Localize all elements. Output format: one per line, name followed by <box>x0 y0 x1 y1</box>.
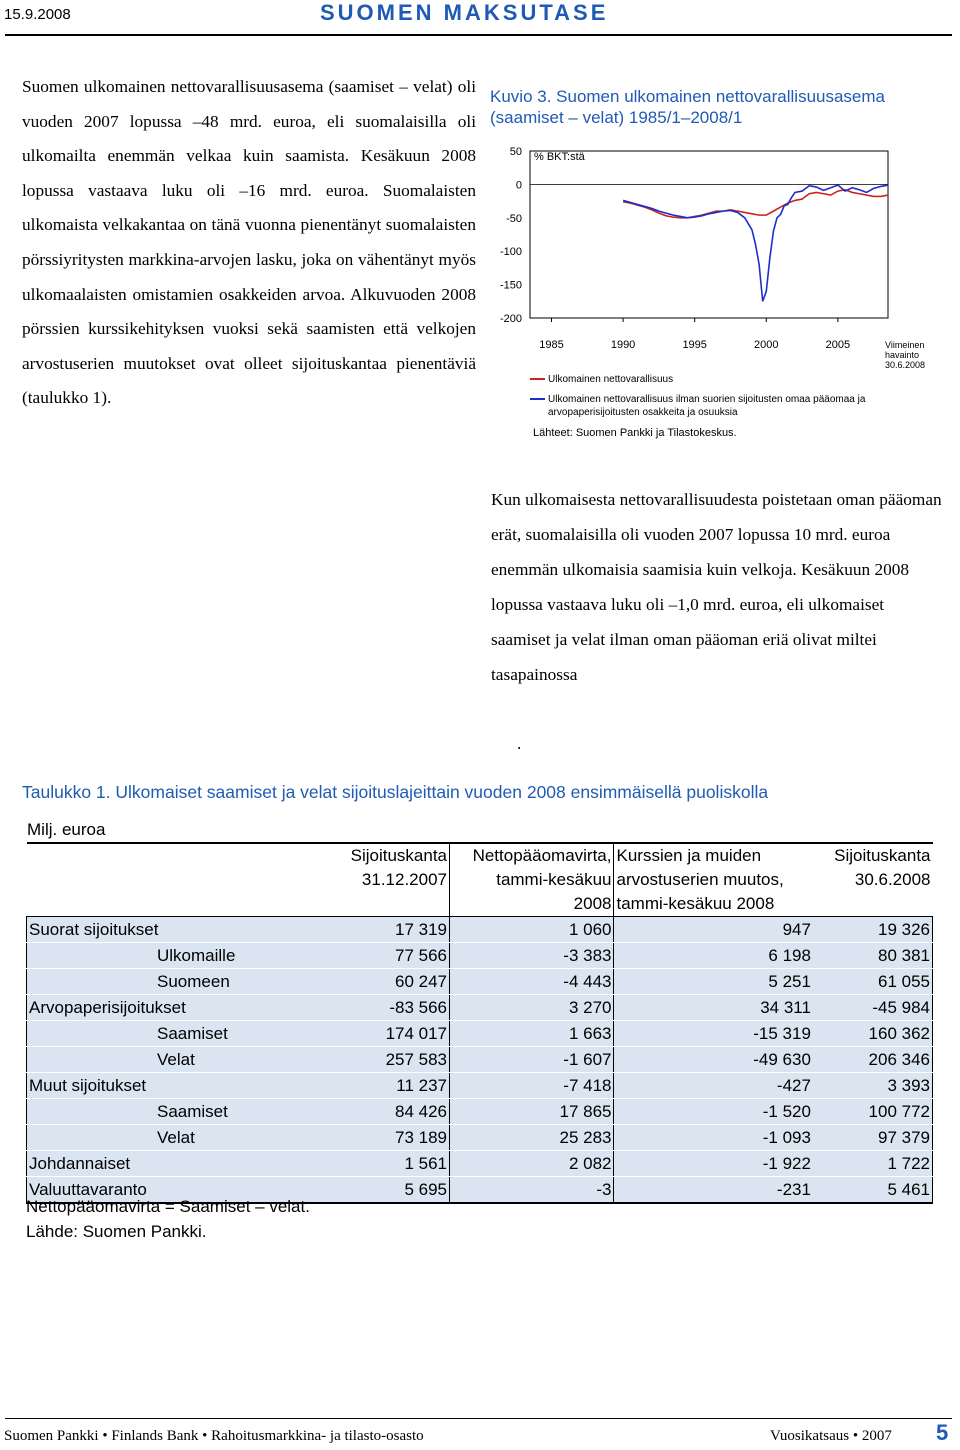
cell-col2: -7 418 <box>450 1073 614 1099</box>
cell-col1: 174 017 <box>342 1021 450 1047</box>
left-paragraph: Suomen ulkomainen nettovarallisuusasema (saamiset – velat) oli vuoden 2007 lopussa –48 mrd. euroa, eli suomalaisilla oli ulkomailta enemmän velkaa kuin saamista. Kesäkuun 2008 lopussa vastaava luku oli –16 mrd. euroa. Suomalaisten ulkomaista velkakantaa on tänä vuonna pienentänyt suomalaisten pörssiyritysten markkina-arvojen lasku, joka on vähentänyt myös ulkomaalaisten omistamien osakkeiden arvoa. Alkuvuoden 2008 pörssien kurssikehityksen vuoksi sekä saamisten että velkojen arvostuserien muutokset ovat olleet sijoituskantaa pienentäviä (taulukko 1). <box>22 77 476 408</box>
cell-col2: 17 865 <box>450 1099 614 1125</box>
header-col2-line3: 2008 <box>450 892 614 917</box>
cell-col2: 1 060 <box>450 917 614 943</box>
header-col3-line3: tammi-kesäkuu 2008 <box>614 892 813 917</box>
x-tick-label: 1990 <box>610 339 636 351</box>
table-row <box>27 1099 933 1125</box>
series-group <box>623 185 888 301</box>
right-paragraph: Kun ulkomaisesta nettovarallisuudesta poistetaan oman pääoman erät, suomalaisilla oli vuoden 2007 lopussa 10 mrd. euroa enemmän ulkomaisia saamisia kuin velkoja. Kesäkuun 2008 lopussa vastaava luku oli –1,0 mrd. euroa, eli ulkomaiset saamiset ja velat ilman oman pääoman eriä olivat miltei tasapainossa <box>491 490 942 684</box>
cell-col2: 1 663 <box>450 1021 614 1047</box>
cell-col2: -3 383 <box>450 943 614 969</box>
last-obs-label-3: 30.6.2008 <box>885 360 926 370</box>
cell-col1: 5 695 <box>342 1177 450 1204</box>
legend-entry-2-cont: arvopaperisijoitusten osakkeita ja osuuksia <box>548 407 738 418</box>
header-col2-line2: tammi-kesäkuu <box>450 868 614 892</box>
row-label: Saamiset <box>27 1099 343 1125</box>
table-row <box>27 943 933 969</box>
header-col3-line1: Kurssien ja muiden <box>614 843 813 868</box>
cell-col3: -1 520 <box>614 1099 813 1125</box>
unit-label: % BKT:stä <box>534 151 585 163</box>
table-note: Nettopääomavirta = Saamiset – velat. <box>26 1197 310 1216</box>
net-position-chart <box>490 140 940 445</box>
cell-col4: -45 984 <box>813 995 933 1021</box>
row-label: Ulkomaille <box>27 943 343 969</box>
header-col2-line1: Nettopääomavirta, <box>450 843 614 868</box>
row-label: Velat <box>27 1125 343 1151</box>
header-blank <box>27 843 343 868</box>
cell-col4: 100 772 <box>813 1099 933 1125</box>
series-line-net-position-excl-equity <box>623 185 888 301</box>
stray-dot: . <box>517 734 522 753</box>
cell-col1: 84 426 <box>342 1099 450 1125</box>
y-tick-label: -50 <box>506 212 522 225</box>
cell-col3: -1 922 <box>614 1151 813 1177</box>
cell-col1: 77 566 <box>342 943 450 969</box>
cell-col4: 97 379 <box>813 1125 933 1151</box>
table-row <box>27 917 933 943</box>
plot-frame <box>530 151 888 318</box>
table-row <box>27 995 933 1021</box>
header-col1-line3 <box>342 892 450 917</box>
row-label: Suomeen <box>27 969 343 995</box>
table-body <box>27 917 933 1204</box>
assets-liabilities-table <box>26 842 933 1204</box>
y-tick-label: 50 <box>509 146 522 158</box>
cell-col4: 3 393 <box>813 1073 933 1099</box>
cell-col4: 160 362 <box>813 1021 933 1047</box>
cell-col1: -83 566 <box>342 995 450 1021</box>
header-rule <box>5 34 952 36</box>
table-row <box>27 1125 933 1151</box>
cell-col1: 257 583 <box>342 1047 450 1073</box>
cell-col4: 5 461 <box>813 1177 933 1204</box>
legend-entry-2: Ulkomainen nettovarallisuus ilman suorien sijoitusten omaa pääomaa ja <box>548 394 866 405</box>
header-col1-line1: Sijoituskanta <box>342 843 450 868</box>
cell-col3: -427 <box>614 1073 813 1099</box>
legend-entry-1: Ulkomainen nettovarallisuus <box>548 374 674 385</box>
cell-col3: 5 251 <box>614 969 813 995</box>
row-label: Johdannaiset <box>27 1151 343 1177</box>
header-col1-line2: 31.12.2007 <box>342 868 450 892</box>
cell-col1: 17 319 <box>342 917 450 943</box>
row-label: Saamiset <box>27 1021 343 1047</box>
figure-source: Lähteet: Suomen Pankki ja Tilastokeskus. <box>533 427 737 439</box>
cell-col3: -1 093 <box>614 1125 813 1151</box>
header-col4-line2: 30.6.2008 <box>854 870 931 889</box>
last-obs-label-1: Viimeinen <box>885 340 925 350</box>
table-title: Taulukko 1. Ulkomaiset saamiset ja velat sijoituslajeittain vuoden 2008 ensimmäisellä puoliskolla <box>22 782 769 802</box>
row-label: Arvopaperisijoitukset <box>27 995 343 1021</box>
y-tick-label: 0 <box>515 179 522 192</box>
table-row <box>27 969 933 995</box>
cell-col1: 60 247 <box>342 969 450 995</box>
cell-col3: 947 <box>614 917 813 943</box>
header-blank <box>27 868 343 892</box>
row-label: Velat <box>27 1047 343 1073</box>
right-body-text <box>491 482 946 692</box>
cell-col4: 1 722 <box>813 1151 933 1177</box>
header-title: SUOMEN MAKSUTASE <box>320 0 609 25</box>
footer-rule <box>5 1418 952 1419</box>
cell-col4: 206 346 <box>813 1047 933 1073</box>
table-row <box>27 1021 933 1047</box>
x-tick-label: 2005 <box>825 339 851 351</box>
cell-col1: 1 561 <box>342 1151 450 1177</box>
cell-col3: -49 630 <box>614 1047 813 1073</box>
header-blank <box>27 892 343 917</box>
table-unit: Milj. euroa <box>27 820 106 839</box>
cell-col2: -1 607 <box>450 1047 614 1073</box>
cell-col4: 80 381 <box>813 943 933 969</box>
cell-col2: -3 <box>450 1177 614 1204</box>
series-line-net-position <box>623 190 888 218</box>
x-tick-label: 1985 <box>539 339 564 351</box>
cell-col1: 73 189 <box>342 1125 450 1151</box>
cell-col3: 34 311 <box>614 995 813 1021</box>
cell-col1: 11 237 <box>342 1073 450 1099</box>
footer-right: Vuosikatsaus • 2007 <box>770 1428 892 1444</box>
cell-col4: 19 326 <box>813 917 933 943</box>
x-axis-ticks <box>539 318 850 351</box>
y-tick-label: -100 <box>499 246 522 259</box>
cell-col2: 25 283 <box>450 1125 614 1151</box>
x-tick-label: 2000 <box>754 339 779 351</box>
header-col4-line3 <box>813 892 933 917</box>
row-label: Valuuttavaranto <box>27 1177 343 1204</box>
cell-col2: 3 270 <box>450 995 614 1021</box>
row-label: Muut sijoitukset <box>27 1073 343 1099</box>
table-source: Lähde: Suomen Pankki. <box>26 1222 207 1241</box>
table-row <box>27 1073 933 1099</box>
table-row <box>27 1151 933 1177</box>
header-col3-line2: arvostuserien muutos, <box>616 870 784 889</box>
header-date: 15.9.2008 <box>4 6 71 23</box>
y-axis-ticks <box>500 146 522 325</box>
left-body-text <box>22 70 476 416</box>
cell-col2: 2 082 <box>450 1151 614 1177</box>
figure-title: Kuvio 3. Suomen ulkomainen nettovarallisuusasema (saamiset – velat) 1985/1–2008/1 <box>490 87 886 127</box>
cell-col3: -15 319 <box>614 1021 813 1047</box>
footer-left: Suomen Pankki • Finlands Bank • Rahoitusmarkkina- ja tilasto-osasto <box>4 1428 424 1444</box>
y-tick-label: -150 <box>499 279 522 292</box>
cell-col3: -231 <box>614 1177 813 1204</box>
cell-col4: 61 055 <box>813 969 933 995</box>
cell-col3: 6 198 <box>614 943 813 969</box>
table-row <box>27 1047 933 1073</box>
y-tick-label: -200 <box>499 313 522 325</box>
last-obs-label-2: havainto <box>885 350 920 360</box>
x-tick-label: 1995 <box>682 339 707 351</box>
cell-col2: -4 443 <box>450 969 614 995</box>
row-label: Suorat sijoitukset <box>27 917 343 943</box>
header-col4-line1: Sijoituskanta <box>813 843 933 868</box>
page-number: 5 <box>936 1420 949 1445</box>
